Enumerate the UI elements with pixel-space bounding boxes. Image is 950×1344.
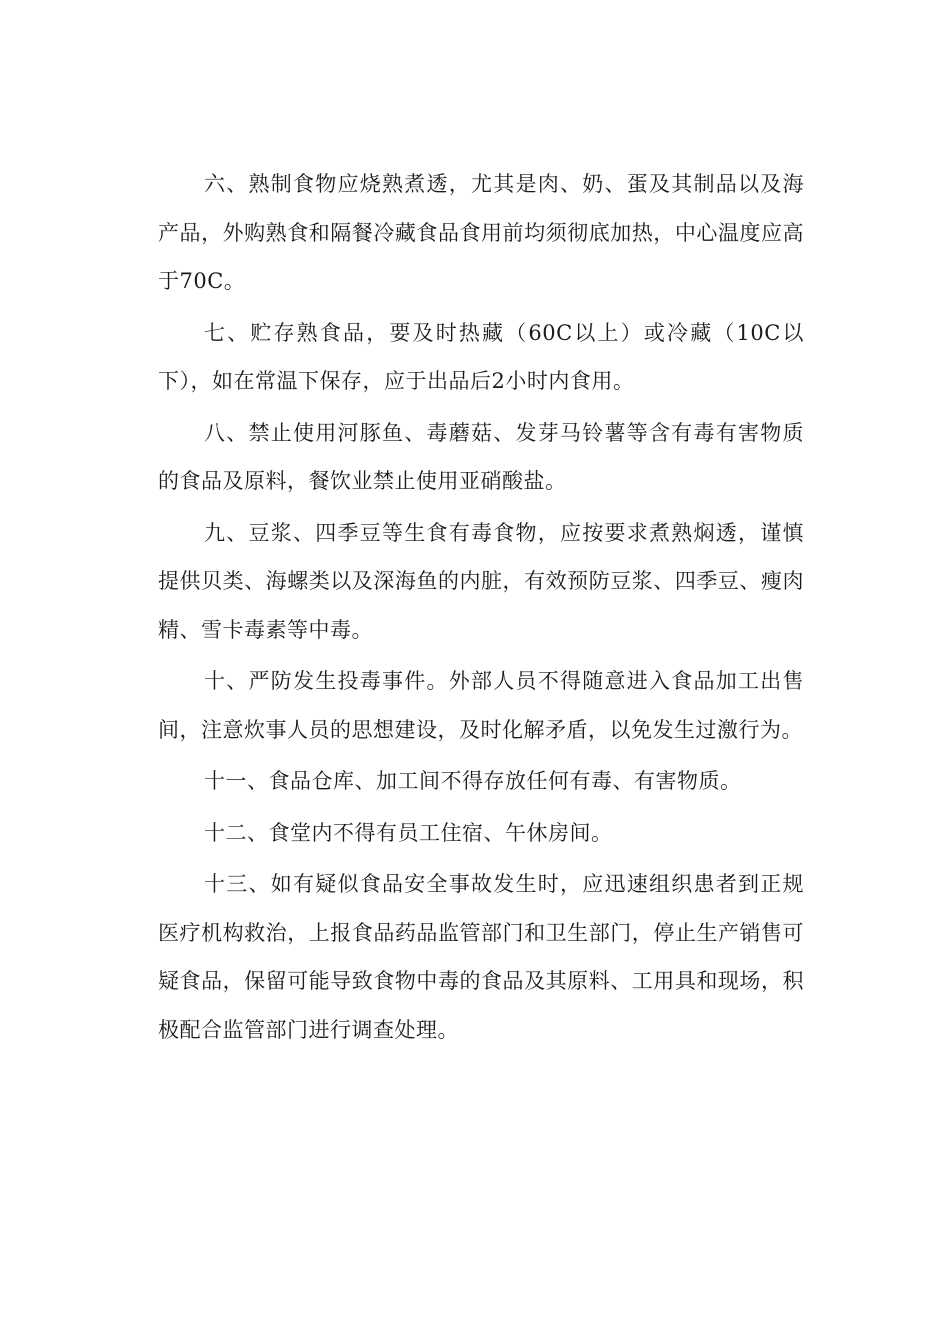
paragraph-11: 十一、食品仓库、加工间不得存放任何有毒、有害物质。 bbox=[204, 769, 742, 793]
document-body bbox=[158, 160, 804, 1057]
paragraph-6: 六、熟制食物应烧熟煮透，尤其是肉、奶、蛋及其制品以及海产品，外购熟食和隔餐冷藏食品食用前均须彻底加热，中心温度应高于70C。 bbox=[158, 172, 804, 293]
paragraph-13: 十三、如有疑似食品安全事故发生时，应迅速组织患者到正规医疗机构救治，上报食品药品监管部门和卫生部门，停止生产销售可疑食品，保留可能导致食物中毒的食品及其原料、工用具和现场，积极配合监管部门进行调查处理。 bbox=[158, 872, 804, 1042]
paragraph-7: 七、贮存熟食品，要及时热藏（60C以上）或冷藏（10C以下），如在常温下保存，应于出品后2小时内食用。 bbox=[158, 320, 804, 393]
paragraph-8: 八、禁止使用河豚鱼、毒蘑菇、发芽马铃薯等含有毒有害物质的食品及原料，餐饮业禁止使用亚硝酸盐。 bbox=[158, 420, 804, 493]
paragraph-12: 十二、食堂内不得有员工住宿、午休房间。 bbox=[204, 820, 613, 845]
paragraph-9: 九、豆浆、四季豆等生食有毒食物，应按要求煮熟焖透，谨慎提供贝类、海螺类以及深海鱼的内脏，有效预防豆浆、四季豆、瘦肉精、雪卡毒素等中毒。 bbox=[158, 520, 804, 642]
paragraph-10: 十、严防发生投毒事件。外部人员不得随意进入食品加工出售间，注意炊事人员的思想建设，及时化解矛盾，以免发生过激行为。 bbox=[158, 669, 804, 742]
